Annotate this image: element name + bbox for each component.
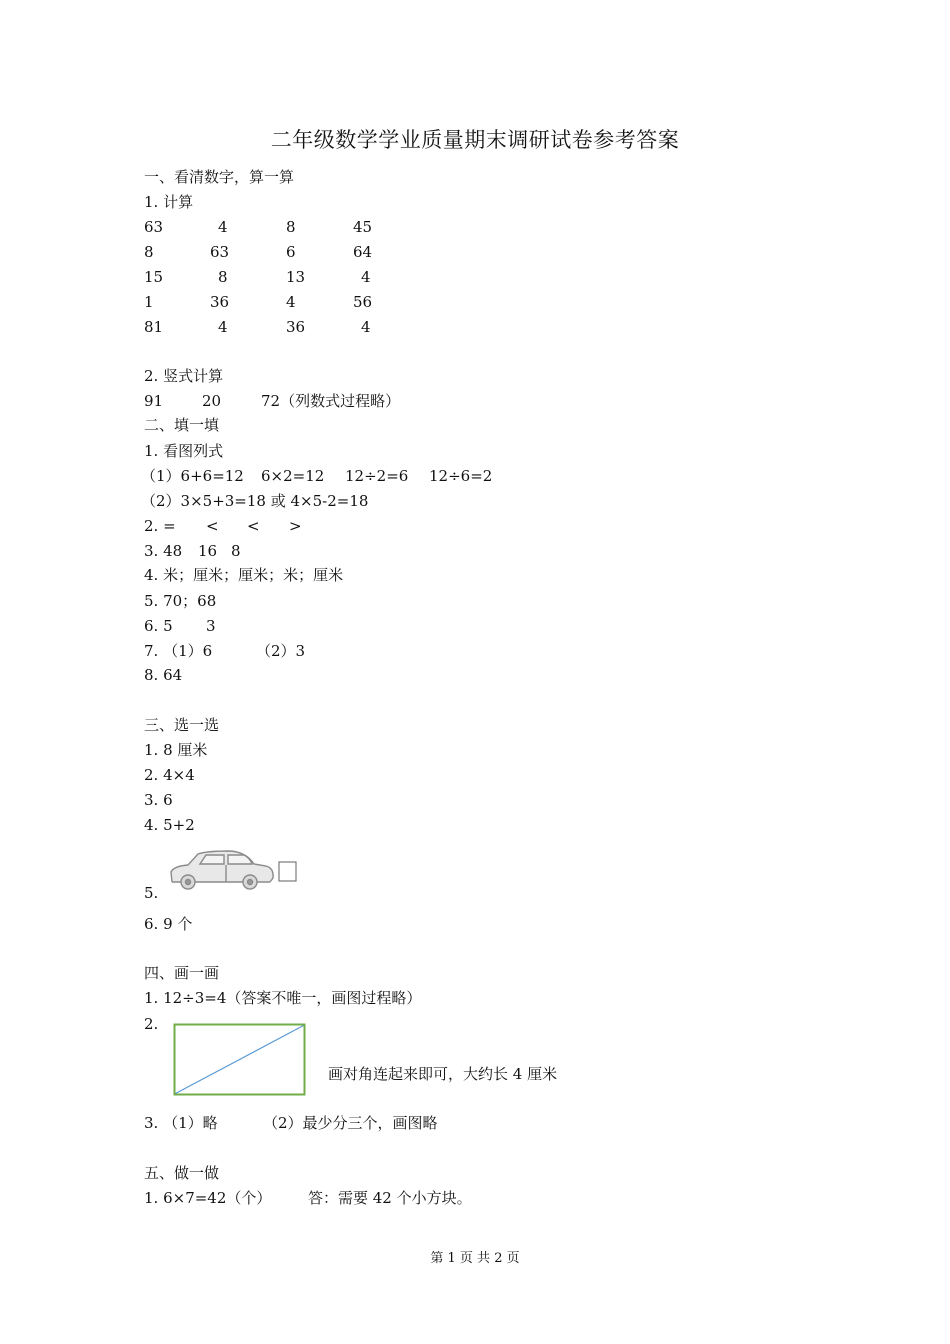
calc-cell: 8 — [218, 268, 228, 286]
fill-answer-8: 8. 64 — [144, 666, 183, 684]
fill-answer-6: 6. 5 — [144, 617, 173, 635]
page-title: 二年级数学学业质量期末调研试卷参考答案 — [270, 128, 680, 152]
section2-q1-label: 1. 看图列式 — [144, 442, 224, 460]
vertical-calc-answer: 20 — [202, 392, 222, 410]
choice-answer: 1. 8 厘米 — [144, 741, 208, 759]
calc-cell: 56 — [353, 293, 373, 311]
equation-answer: 12÷6=2 — [429, 467, 493, 485]
page-footer: 第 1 页 共 2 页 — [430, 1251, 520, 1266]
rectangle-diagonal-figure — [173, 1023, 307, 1097]
calc-cell: 13 — [286, 268, 306, 286]
vertical-calc-answer: 91 — [144, 392, 164, 410]
draw-answer-2-label: 2. — [144, 1015, 159, 1033]
compare-answer: 2. = — [144, 517, 176, 535]
equation-answer: 12÷2=6 — [345, 467, 409, 485]
compare-answer: < — [206, 517, 219, 535]
fill-answer-5: 5. 70；68 — [144, 592, 217, 610]
calc-cell: 15 — [144, 268, 164, 286]
calc-cell: 4 — [361, 318, 371, 336]
choice-answer: 4. 5+2 — [144, 816, 195, 834]
fill-answer-7: 7. （1）6 — [144, 642, 213, 660]
units-answer: 4. 米；厘米；厘米；米；厘米 — [144, 566, 344, 584]
calc-cell: 64 — [353, 243, 373, 261]
choice-answer-5-label: 5. — [144, 884, 159, 902]
calc-cell: 36 — [286, 318, 306, 336]
section2-heading: 二、填一填 — [144, 416, 220, 434]
fill-answer-7: （2）3 — [256, 642, 306, 660]
calc-cell: 4 — [218, 318, 228, 336]
checkbox-icon — [279, 862, 296, 881]
section1-q2-label: 2. 竖式计算 — [144, 367, 224, 385]
car-with-checkbox-figure — [166, 848, 306, 896]
word-problem-answer: 答：需要 42 个小方块。 — [308, 1189, 472, 1207]
draw-answer-3: 3. （1）略 — [144, 1114, 218, 1132]
calc-cell: 63 — [144, 218, 164, 236]
vertical-calc-answer: 72（列数式过程略） — [261, 392, 401, 410]
fill-answer: 8 — [231, 542, 241, 560]
calc-cell: 4 — [286, 293, 296, 311]
fill-answer: 3. 48 — [144, 542, 183, 560]
draw-answer-1: 1. 12÷3=4（答案不唯一，画图过程略） — [144, 989, 422, 1007]
section1-heading: 一、看清数字，算一算 — [144, 168, 295, 186]
choice-answer: 2. 4×4 — [144, 766, 195, 784]
section1-q1-label: 1. 计算 — [144, 193, 194, 211]
calc-cell: 63 — [210, 243, 230, 261]
calc-cell: 4 — [361, 268, 371, 286]
choice-answer-6: 6. 9 个 — [144, 915, 193, 933]
section4-heading: 四、画一画 — [144, 964, 220, 982]
fill-answer: 16 — [198, 542, 218, 560]
diagonal-line — [176, 1026, 304, 1094]
compare-answer: < — [247, 517, 260, 535]
equation-answer: 6×2=12 — [261, 467, 325, 485]
calc-cell: 8 — [144, 243, 154, 261]
equation-answer: （1）6+6=12 — [141, 467, 244, 485]
calc-cell: 4 — [218, 218, 228, 236]
section3-heading: 三、选一选 — [144, 716, 220, 734]
section5-heading: 五、做一做 — [144, 1164, 220, 1182]
calc-cell: 81 — [144, 318, 164, 336]
draw-answer-3: （2）最少分三个，画图略 — [263, 1114, 438, 1132]
choice-answer: 3. 6 — [144, 791, 173, 809]
fill-answer-6: 3 — [206, 617, 216, 635]
calc-cell: 6 — [286, 243, 296, 261]
word-problem-equation: 1. 6×7=42（个） — [144, 1189, 272, 1207]
car-icon — [171, 851, 273, 889]
calc-cell: 45 — [353, 218, 373, 236]
calc-cell: 36 — [210, 293, 230, 311]
compare-answer: > — [289, 517, 302, 535]
calc-cell: 1 — [144, 293, 154, 311]
diagonal-note: 画对角连起来即可，大约长 4 厘米 — [328, 1065, 558, 1083]
equation-answer-2: （2）3×5+3=18 或 4×5-2=18 — [141, 492, 369, 510]
calc-cell: 8 — [286, 218, 296, 236]
